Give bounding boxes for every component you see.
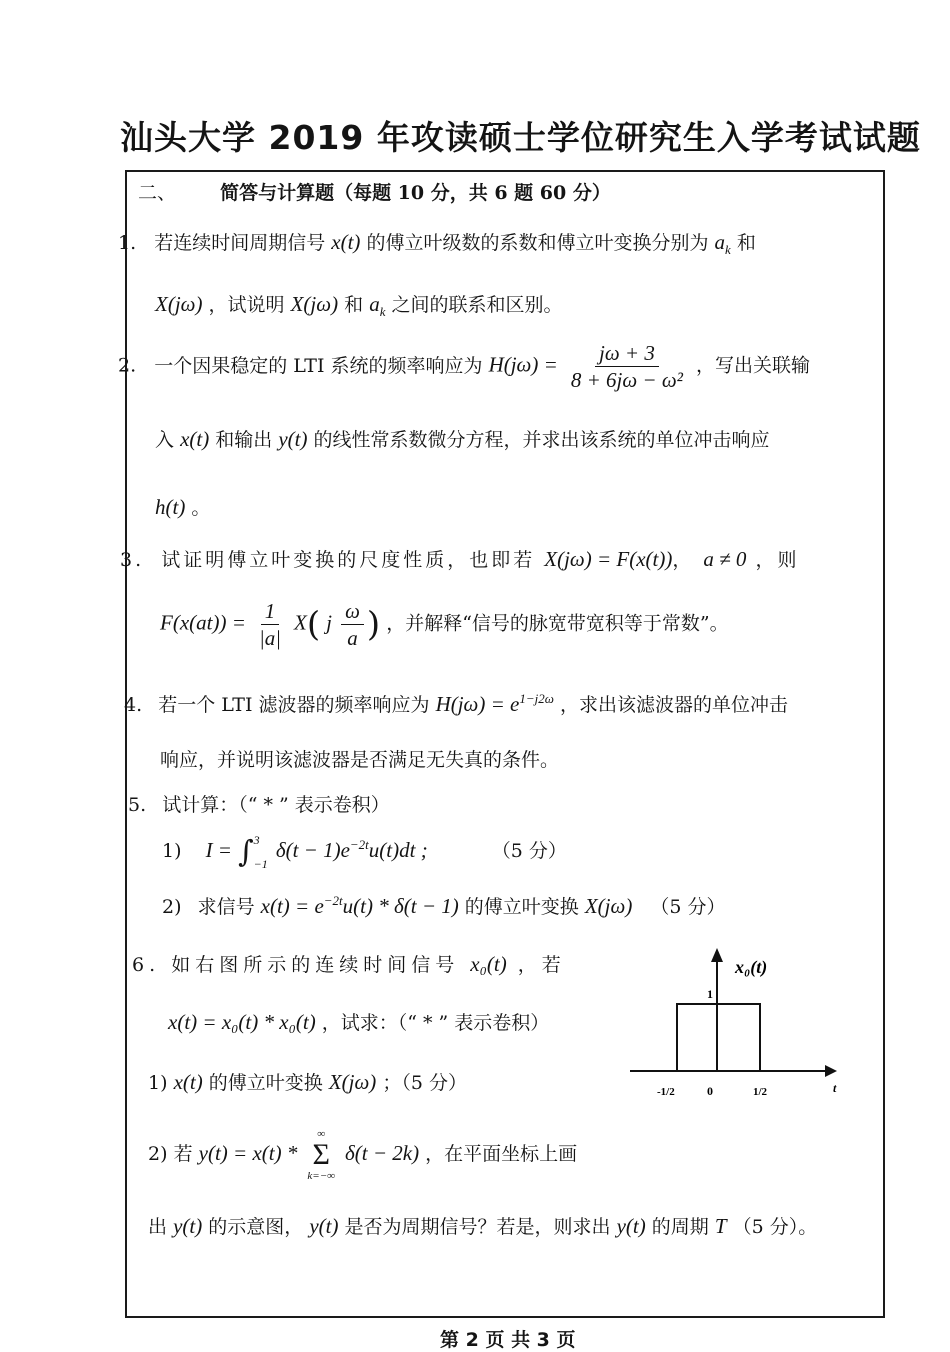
q6-sub2-num: 2) bbox=[148, 1143, 168, 1165]
q3-frac-num: 1 bbox=[261, 600, 280, 625]
q2-y: y(t) bbox=[278, 427, 308, 451]
y-axis-arrow-icon bbox=[711, 948, 723, 962]
question-4-line-1 bbox=[124, 690, 788, 717]
q3-frac2-num: ω bbox=[341, 600, 364, 625]
question-6-last-line bbox=[148, 1212, 817, 1239]
pulse-rectangle bbox=[677, 1004, 760, 1071]
q6-sub2-end: ，在平面坐标上画 bbox=[425, 1143, 578, 1165]
section-title: 简答与计算题（每题 10 分，共 6 题 60 分） bbox=[220, 182, 611, 204]
q2-t4: 。 bbox=[191, 497, 211, 519]
q4-end: ，求出该滤波器的单位冲击 bbox=[560, 694, 789, 716]
question-3-line-1: 3. 试证明傅立叶变换的尺度性质，也即若 X(jω) = F(x(t))， a ≠ 0 ，则 bbox=[120, 547, 800, 571]
q3-frac-den: |a| bbox=[258, 626, 281, 650]
q1-end2: 之间的联系和区别。 bbox=[391, 294, 563, 316]
section-number: 二、 bbox=[138, 182, 177, 204]
question-5-sub-1 bbox=[162, 828, 567, 876]
q1-text: 若连续时间周期信号 bbox=[154, 232, 326, 254]
q6-x0: x₀(t) bbox=[470, 952, 507, 976]
q3-end2: ，并解释“信号的脉宽带宽积等于常数”。 bbox=[386, 612, 729, 635]
q3-fraction-2 bbox=[341, 600, 364, 649]
q5-limits: 3 −1 bbox=[253, 833, 268, 871]
q4-H: $H(j\omega) = e^{1-j2\omega}$ bbox=[435, 691, 554, 716]
q2-frac-den: 8 + 6jω − ω² bbox=[570, 368, 683, 392]
page-footer: 第 2 页 共 3 页 bbox=[440, 1329, 576, 1351]
q6-y3: y(t) bbox=[616, 1214, 646, 1238]
y-axis-label: x₀(t) bbox=[735, 957, 768, 977]
q5-sub2-text2: 的傅立叶变换 bbox=[464, 896, 579, 918]
q5-heading: 试计算：（“ * ” 表示卷积） bbox=[162, 794, 390, 816]
x-axis-arrow-icon bbox=[825, 1065, 837, 1077]
q3-text: 试证明傅立叶变换的尺度性质，也即若 bbox=[161, 549, 536, 571]
x-axis-label: t bbox=[833, 1081, 837, 1095]
q5-I: I = bbox=[205, 838, 232, 862]
sum-lower: k=−∞ bbox=[307, 1170, 335, 1182]
q3-frac2-den: a bbox=[347, 626, 358, 650]
question-number: 6. bbox=[132, 954, 161, 976]
question-6-sub-1 bbox=[148, 1068, 467, 1095]
tick-right: 1/2 bbox=[753, 1086, 768, 1098]
q3-cond: a ≠ 0 bbox=[703, 547, 747, 571]
question-number: 3. bbox=[120, 549, 145, 571]
question-5-sub-2 bbox=[162, 892, 726, 919]
q6-l5: （5 分）。 bbox=[732, 1216, 818, 1238]
question-6-sub-2 bbox=[148, 1128, 577, 1182]
q6-y1: y(t) bbox=[173, 1214, 203, 1238]
q1-and: 和 bbox=[344, 294, 364, 316]
q6-l2: 的示意图， bbox=[208, 1216, 304, 1238]
q6-sub2-math: y(t) = x(t) * bbox=[198, 1141, 298, 1165]
q6-l3: 是否为周期信号？若是，则求出 bbox=[344, 1216, 611, 1238]
section-heading bbox=[138, 178, 611, 205]
summation-sign: ∞ Σ k=−∞ bbox=[307, 1128, 335, 1182]
q6-sub2-text: 若 bbox=[173, 1143, 193, 1165]
q2-t2: 和输出 bbox=[215, 429, 273, 451]
q5-sub2-points: （5 分） bbox=[650, 896, 726, 918]
q6-text: 如右图所示的连续时间信号 bbox=[171, 954, 460, 976]
question-2-line-1 bbox=[118, 342, 810, 391]
q6-end: ，若 bbox=[517, 954, 566, 976]
q5-sub2-text: 求信号 bbox=[197, 896, 255, 918]
q3-fraction bbox=[255, 600, 285, 649]
q6-delta: δ(t − 2k) bbox=[345, 1141, 420, 1165]
signal-figure bbox=[625, 940, 855, 1110]
q6-end2: ，试求：（“ * ” 表示卷积） bbox=[321, 1012, 550, 1034]
q1-ak2: $a_k$ bbox=[369, 292, 386, 320]
q2-H: H(jω) = bbox=[488, 352, 558, 377]
q2-h: h(t) bbox=[155, 495, 186, 519]
q2-text: 一个因果稳定的 LTI 系统的频率响应为 bbox=[154, 354, 483, 377]
q6-sub1-x: x(t) bbox=[173, 1070, 203, 1094]
q6-sub1-num: 1) bbox=[148, 1072, 168, 1094]
q2-fraction bbox=[567, 342, 687, 391]
q5-sub1-points: （5 分） bbox=[491, 840, 567, 862]
q1-X2: X(jω) bbox=[290, 292, 339, 316]
q4-text: 若一个 LTI 滤波器的频率响应为 bbox=[158, 694, 430, 716]
q5-sub2-math: $x(t) = e^{-2t}u(t) * \delta(t - 1)$ bbox=[260, 893, 459, 918]
q1-end: 和 bbox=[736, 232, 756, 254]
q1-ak: $a_k$ bbox=[714, 230, 731, 258]
q2-t1: 入 bbox=[155, 429, 175, 451]
q2-x: x(t) bbox=[180, 427, 210, 451]
q1-text2: 的傅立叶级数的系数和傅立叶变换分别为 bbox=[366, 232, 709, 254]
q5-sub2-num: 2) bbox=[162, 896, 182, 918]
q6-conv: x(t) = x₀(t) * x₀(t) bbox=[168, 1010, 316, 1034]
q6-sub1-end: ；（5 分） bbox=[382, 1072, 467, 1094]
question-number: 2. bbox=[118, 354, 137, 377]
height-label: 1 bbox=[707, 987, 713, 1001]
q1-var: x(t) bbox=[331, 230, 361, 254]
question-4-line-2: 响应，并说明该滤波器是否满足无失真的条件。 bbox=[160, 749, 560, 771]
tick-zero: 0 bbox=[707, 1084, 713, 1098]
question-3-line-2: F(x(at)) = $\frac{1}{|a|}$ X( j $\frac{\omega}{a}$ ) ，并解释“信号的脉宽带宽积等于常数”。 bbox=[160, 599, 729, 650]
q6-l4: 的周期 bbox=[651, 1216, 709, 1238]
question-number: 5. bbox=[128, 794, 147, 816]
q6-y2: y(t) bbox=[309, 1214, 339, 1238]
question-2-line-2 bbox=[155, 425, 770, 452]
q2-end: ，写出关联输 bbox=[696, 354, 811, 377]
q1-text3: ，试说明 bbox=[208, 294, 285, 316]
sum-upper: ∞ bbox=[317, 1128, 326, 1140]
q1-X: X(jω) bbox=[155, 292, 203, 316]
q3-X: X bbox=[294, 610, 307, 635]
q5-sub2-X: X(jω) bbox=[584, 894, 633, 918]
question-number: 1. bbox=[118, 232, 137, 254]
q2-frac-num: jω + 3 bbox=[595, 342, 659, 367]
q3-end: ，则 bbox=[755, 549, 800, 571]
q2-t3: 的线性常系数微分方程，并求出该系统的单位冲击响应 bbox=[313, 429, 770, 451]
q6-l1: 出 bbox=[148, 1216, 168, 1238]
tick-left: -1/2 bbox=[657, 1086, 675, 1098]
q3-lhs: F(x(at)) = bbox=[160, 610, 246, 635]
question-5-heading bbox=[128, 790, 390, 817]
q3-j: j bbox=[326, 610, 333, 635]
q6-sub1-text: 的傅立叶变换 bbox=[208, 1072, 323, 1094]
question-2-line-3 bbox=[155, 493, 210, 520]
q6-T: T bbox=[714, 1214, 727, 1238]
q6-sub1-X: X(jω) bbox=[328, 1070, 377, 1094]
question-1-line-2 bbox=[155, 290, 563, 320]
q5-sub1-num: 1) bbox=[162, 840, 182, 862]
integral-sign: ∫ bbox=[238, 834, 254, 870]
q5-integrand: $\delta(t - 1)e^{-2t}u(t)dt$ ; bbox=[275, 837, 428, 862]
question-6-line-2 bbox=[168, 1008, 549, 1035]
question-number: 4. bbox=[124, 694, 143, 716]
exam-title: 汕头大学 2019 年攻读硕士学位研究生入学考试试题 bbox=[120, 118, 921, 157]
q3-math: X(jω) = F(x(t)) bbox=[544, 547, 673, 571]
question-6-line-1 bbox=[132, 950, 566, 977]
question-1-line-1 bbox=[118, 228, 756, 258]
